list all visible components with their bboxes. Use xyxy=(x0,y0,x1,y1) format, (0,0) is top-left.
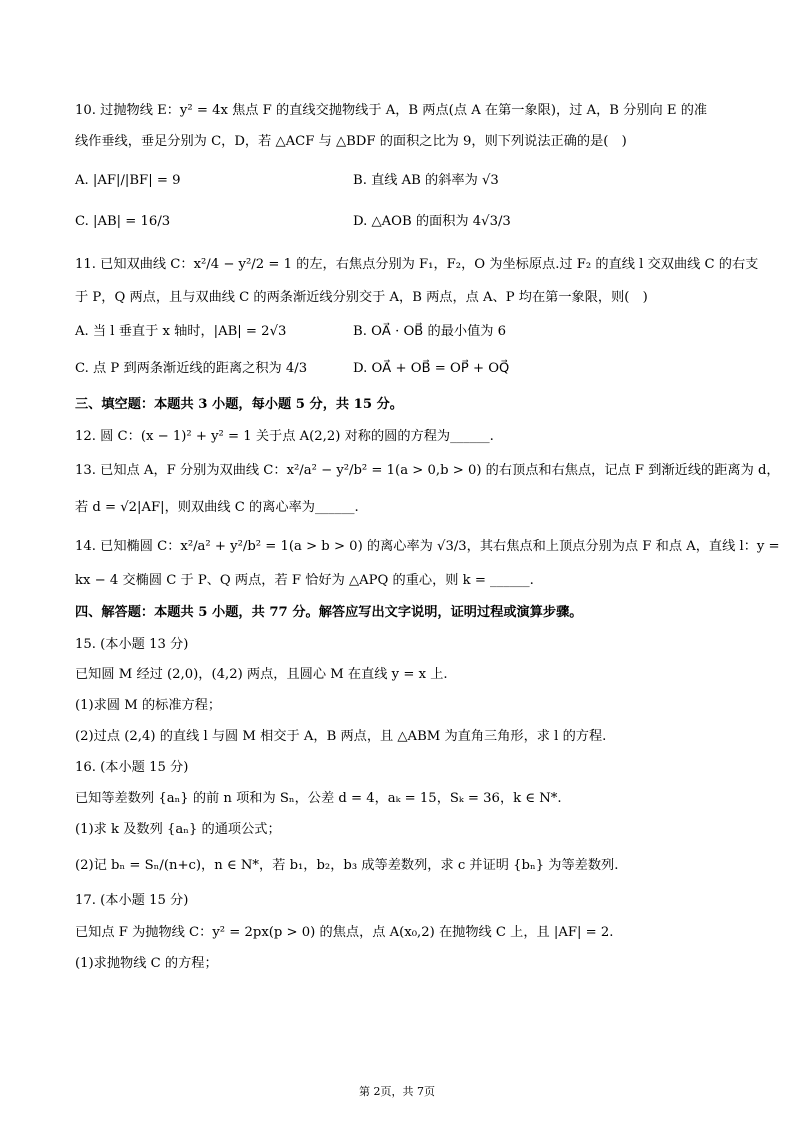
q15-stem: 已知圆 M 经过 (2,0)，(4,2) 两点，且圆心 M 在直线 y = x 上. xyxy=(75,667,448,682)
q11-option-a: A. 当 l 垂直于 x 轴时，|AB| = 2√3 xyxy=(75,324,287,339)
q15-part2: (2)过点 (2,4) 的直线 l 与圆 M 相交于 A，B 两点，且 △ABM 为直角三角形，求 l 的方程. xyxy=(75,729,607,744)
page-number-footer: 第 2页，共 7页 xyxy=(359,1085,435,1098)
q14-stem-line2: kx − 4 交椭圆 C 于 P、Q 两点，若 F 恰好为 △APQ 的重心，则 k = ______. xyxy=(75,573,534,588)
section-solution-heading: 四、解答题：本题共 5 小题，共 77 分。解答应写出文字说明，证明过程或演算步骤。 xyxy=(75,605,583,620)
q13-stem-line1: 13. 已知点 A，F 分别为双曲线 C：x²/a² − y²/b² = 1(a > 0,b > 0) 的右顶点和右焦点，记点 F 到渐近线的距离为 d， xyxy=(75,463,780,478)
q10-option-c: C. |AB| = 16/3 xyxy=(75,214,171,229)
q13-stem-line2: 若 d = √2|AF|，则双曲线 C 的离心率为______. xyxy=(75,500,359,515)
q17-part1: (1)求抛物线 C 的方程； xyxy=(75,956,218,971)
q16-part2: (2)记 bₙ = Sₙ/(n+c)，n ∈ N*，若 b₁，b₂，b₃ 成等差数列，求 c 并证明 {bₙ} 为等差数列. xyxy=(75,858,619,873)
q17-stem: 已知点 F 为抛物线 C：y² = 2px(p > 0) 的焦点，点 A(x₀,2) 在抛物线 C 上，且 |AF| = 2. xyxy=(75,925,614,940)
q11-stem-line2: 于 P，Q 两点，且与双曲线 C 的两条渐近线分别交于 A，B 两点，点 A、P 均在第一象限，则( ) xyxy=(75,290,648,305)
q10-option-d: D. △AOB 的面积为 4√3/3 xyxy=(353,214,511,229)
q11-option-b: B. OA⃗ · OB⃗ 的最小值为 6 xyxy=(353,324,507,339)
q11-option-d: D. OA⃗ + OB⃗ = OP⃗ + OQ⃗ xyxy=(353,361,510,376)
q10-option-b: B. 直线 AB 的斜率为 √3 xyxy=(353,173,499,188)
section-fill-in-heading: 三、填空题：本题共 3 小题，每小题 5 分，共 15 分。 xyxy=(75,397,403,412)
q11-option-c: C. 点 P 到两条渐近线的距离之积为 4/3 xyxy=(75,361,308,376)
q10-option-a: A. |AF|/|BF| = 9 xyxy=(75,173,181,188)
q16-stem: 已知等差数列 {aₙ} 的前 n 项和为 Sₙ，公差 d = 4，aₖ = 15，Sₖ = 36，k ∈ N*. xyxy=(75,791,562,806)
q11-stem-line1: 11. 已知双曲线 C：x²/4 − y²/2 = 1 的左，右焦点分别为 F₁，F₂，O 为坐标原点.过 F₂ 的直线 l 交双曲线 C 的右支 xyxy=(75,257,759,272)
q15-part1: (1)求圆 M 的标准方程； xyxy=(75,698,222,713)
q17-heading: 17. (本小题 15 分) xyxy=(75,893,189,908)
q12-stem: 12. 圆 C：(x − 1)² + y² = 1 关于点 A(2,2) 对称的圆的方程为______. xyxy=(75,429,494,444)
q10-stem-line1: 10. 过抛物线 E：y² = 4x 焦点 F 的直线交抛物线于 A，B 两点(点 A 在第一象限)，过 A，B 分别向 E 的准 xyxy=(75,103,708,118)
q16-heading: 16. (本小题 15 分) xyxy=(75,760,189,775)
q10-stem-line2: 线作垂线，垂足分别为 C，D，若 △ACF 与 △BDF 的面积之比为 9，则下列说法正确的是( ) xyxy=(75,134,627,149)
q14-stem-line1: 14. 已知椭圆 C：x²/a² + y²/b² = 1(a > b > 0) 的离心率为 √3/3，其右焦点和上顶点分别为点 F 和点 A，直线 l：y = xyxy=(75,539,780,554)
q15-heading: 15. (本小题 13 分) xyxy=(75,637,189,652)
q16-part1: (1)求 k 及数列 {aₙ} 的通项公式； xyxy=(75,822,281,837)
